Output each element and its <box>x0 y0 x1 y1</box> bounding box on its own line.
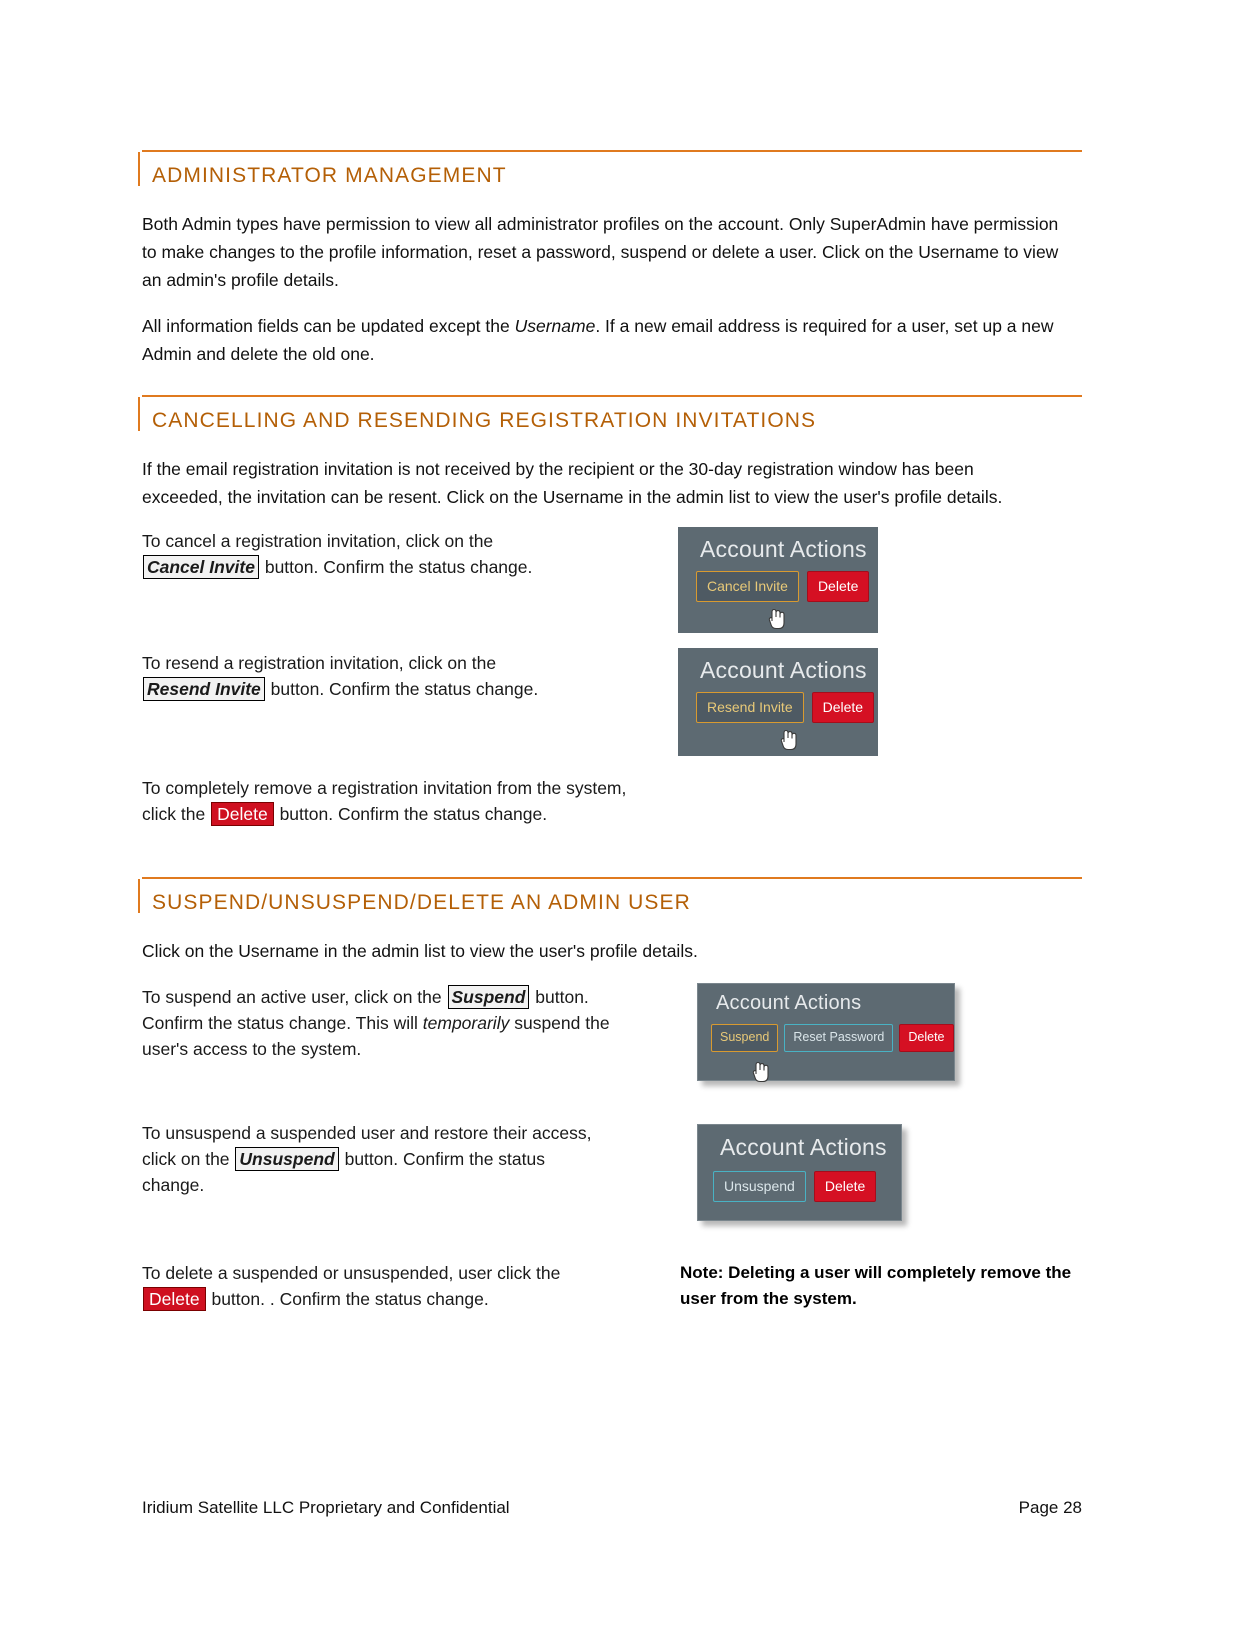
instruction-unsuspend-pre: To unsuspend a suspended user and restore their access, click on the <box>142 1123 592 1169</box>
mouse-cursor-hand-icon <box>750 1058 772 1084</box>
page-footer <box>142 1498 1082 1518</box>
paragraph-suspend-intro: Click on the Username in the admin list to view the user's profile details. <box>142 941 698 961</box>
delete-button[interactable]: Delete <box>814 1171 876 1202</box>
username-italic: Username <box>514 316 596 336</box>
instruction-delete-invitation-post: button. Confirm the status change. <box>279 804 548 824</box>
section-suspend-unsuspend-delete <box>142 877 1082 987</box>
delete-button[interactable]: Delete <box>899 1024 953 1052</box>
paragraph-admin-permissions: Both Admin types have permission to view all administrator profiles on the account. Only SuperAdmin have permission to make changes to the profile information, reset a password, suspend or delete a user. Click on the Username to view an admin's profile details. <box>142 214 1059 290</box>
account-actions-panel-suspend <box>697 983 955 1081</box>
heading-text: SUSPEND/UNSUSPEND/DELETE AN ADMIN USER <box>152 891 691 914</box>
delete-button[interactable]: Delete <box>807 571 869 602</box>
section-heading-cancelling-resending <box>142 395 1082 433</box>
panel-button-group <box>678 563 878 602</box>
footer-left-text: Iridium Satellite LLC Proprietary and Confidential <box>142 1498 510 1517</box>
instruction-cancel-invite-pre: To cancel a registration invitation, click on the <box>142 531 494 551</box>
panel-button-group <box>698 1015 954 1052</box>
token-delete: Delete <box>143 1287 206 1311</box>
mouse-cursor-hand-icon <box>778 726 800 752</box>
instruction-cancel-invite <box>142 528 682 580</box>
instruction-resend-invite-post: button. Confirm the status change. <box>270 679 539 699</box>
token-delete: Delete <box>211 802 274 826</box>
account-actions-panel-resend-invite <box>678 648 878 756</box>
panel-title: Account Actions <box>716 992 862 1014</box>
resend-invite-button[interactable]: Resend Invite <box>696 692 804 723</box>
paragraph-update-fields <box>142 312 1060 368</box>
account-actions-panel-unsuspend <box>697 1124 902 1221</box>
temporarily-italic: temporarily <box>422 1013 510 1033</box>
note-deleting-user: Note: Deleting a user will completely remove the user from the system. <box>680 1263 1072 1308</box>
panel-title: Account Actions <box>700 536 867 562</box>
section-heading-suspend-unsuspend-delete <box>142 877 1082 915</box>
footer-page-number: Page 28 <box>1018 1498 1082 1517</box>
heading-text: ADMINISTRATOR MANAGEMENT <box>152 164 507 187</box>
section-cancelling-resending <box>142 395 1082 533</box>
instruction-delete-invitation-pre: To completely remove a registration invitation from the system, click the <box>142 778 627 824</box>
mouse-cursor-hand-icon <box>766 605 788 631</box>
paragraph-update-fields-post: . If a new email address is required for a user, set up a new Admin and delete the old one. <box>142 316 1054 364</box>
instruction-delete-user-post: button. . Confirm the status change. <box>211 1289 489 1309</box>
reset-password-button[interactable]: Reset Password <box>784 1024 893 1052</box>
token-unsuspend: Unsuspend <box>235 1147 338 1171</box>
section-administrator-management <box>142 150 1082 390</box>
panel-button-group <box>698 1161 901 1202</box>
cancel-invite-button[interactable]: Cancel Invite <box>696 571 799 602</box>
token-cancel-invite: Cancel Invite <box>143 555 259 579</box>
instruction-resend-invite <box>142 650 682 702</box>
instruction-suspend-pre: To suspend an active user, click on the <box>142 987 442 1007</box>
instruction-resend-invite-pre: To resend a registration invitation, click on the <box>142 653 497 673</box>
unsuspend-button[interactable]: Unsuspend <box>713 1171 806 1202</box>
paragraph-invitation-intro: If the email registration invitation is not received by the recipient or the 30-day registration window has been exceeded, the invitation can be resent. Click on the Username in the admin list to view the user's profile details. <box>142 459 1003 507</box>
instruction-suspend-post: suspend the user's access to the system. <box>142 1013 610 1059</box>
suspend-button[interactable]: Suspend <box>711 1024 778 1052</box>
instruction-cancel-invite-post: button. Confirm the status change. <box>264 557 533 577</box>
token-resend-invite: Resend Invite <box>143 677 265 701</box>
instruction-unsuspend-user <box>142 1120 592 1198</box>
section-heading-administrator-management <box>142 150 1082 188</box>
instruction-delete-invitation <box>142 775 642 827</box>
delete-button[interactable]: Delete <box>812 692 874 723</box>
instruction-delete-user-pre: To delete a suspended or unsuspended, user click the <box>142 1263 561 1283</box>
instruction-unsuspend-post: button. Confirm the status change. <box>142 1149 545 1195</box>
heading-text: CANCELLING AND RESENDING REGISTRATION INVITATIONS <box>152 409 817 432</box>
panel-button-group <box>678 684 878 723</box>
instruction-delete-user <box>142 1260 642 1312</box>
instruction-suspend-mid: button. Confirm the status change. This will <box>142 987 589 1033</box>
panel-title: Account Actions <box>720 1134 887 1160</box>
paragraph-update-fields-pre: All information fields can be updated except the <box>142 316 515 336</box>
instruction-suspend-user <box>142 984 612 1062</box>
account-actions-panel-cancel-invite <box>678 527 878 633</box>
token-suspend: Suspend <box>448 985 530 1009</box>
panel-title: Account Actions <box>700 657 867 683</box>
